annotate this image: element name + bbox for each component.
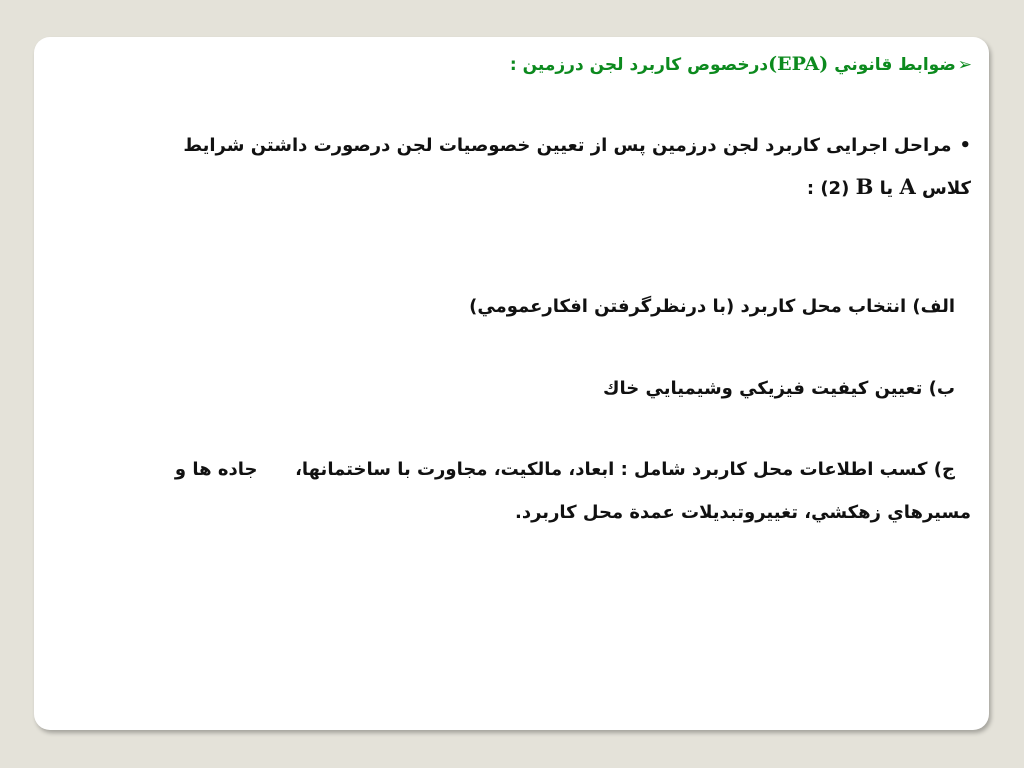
- bullet-paragraph-line2: [807, 174, 971, 199]
- class-a-label: A: [899, 174, 916, 199]
- item-jim-line2: مسيرهاي زهکشي، تغييروتبديلات عمدة محل کاربرد.: [515, 502, 971, 523]
- title-prefix: ضوابط قانوني: [834, 55, 956, 75]
- arrow-bullet-icon: ➢: [957, 55, 972, 75]
- bullet-text-line1: مراحل اجرايی کاربرد لجن درزمين پس از تعيين خصوصيات لجن درصورت داشتن شرايط: [183, 135, 952, 156]
- slide-title: [510, 53, 972, 75]
- item-jim-line1: ج) کسب اطلاعات محل کاربرد شامل : ابعاد، مالکيت، مجاورت با ساختمانها، جاده ها و: [174, 459, 955, 480]
- class-word: کلاس: [922, 178, 971, 199]
- bullet-dot-icon: •: [959, 135, 971, 156]
- item-be: ب) تعيين کيفيت فيزيکي وشيميايي خاك: [602, 378, 955, 399]
- title-suffix: درخصوص کاربرد لجن درزمين :: [509, 55, 769, 75]
- class-b-label: B: [855, 174, 874, 199]
- title-acronym: (EPA): [768, 53, 829, 75]
- reference-number: : (2): [806, 178, 850, 199]
- slide-content: [34, 37, 989, 730]
- bullet-paragraph-line1: [183, 135, 971, 156]
- item-alef: الف) انتخاب محل کاربرد (با درنظرگرفتن افکارعمومي): [469, 296, 955, 317]
- or-word: يا: [879, 178, 894, 199]
